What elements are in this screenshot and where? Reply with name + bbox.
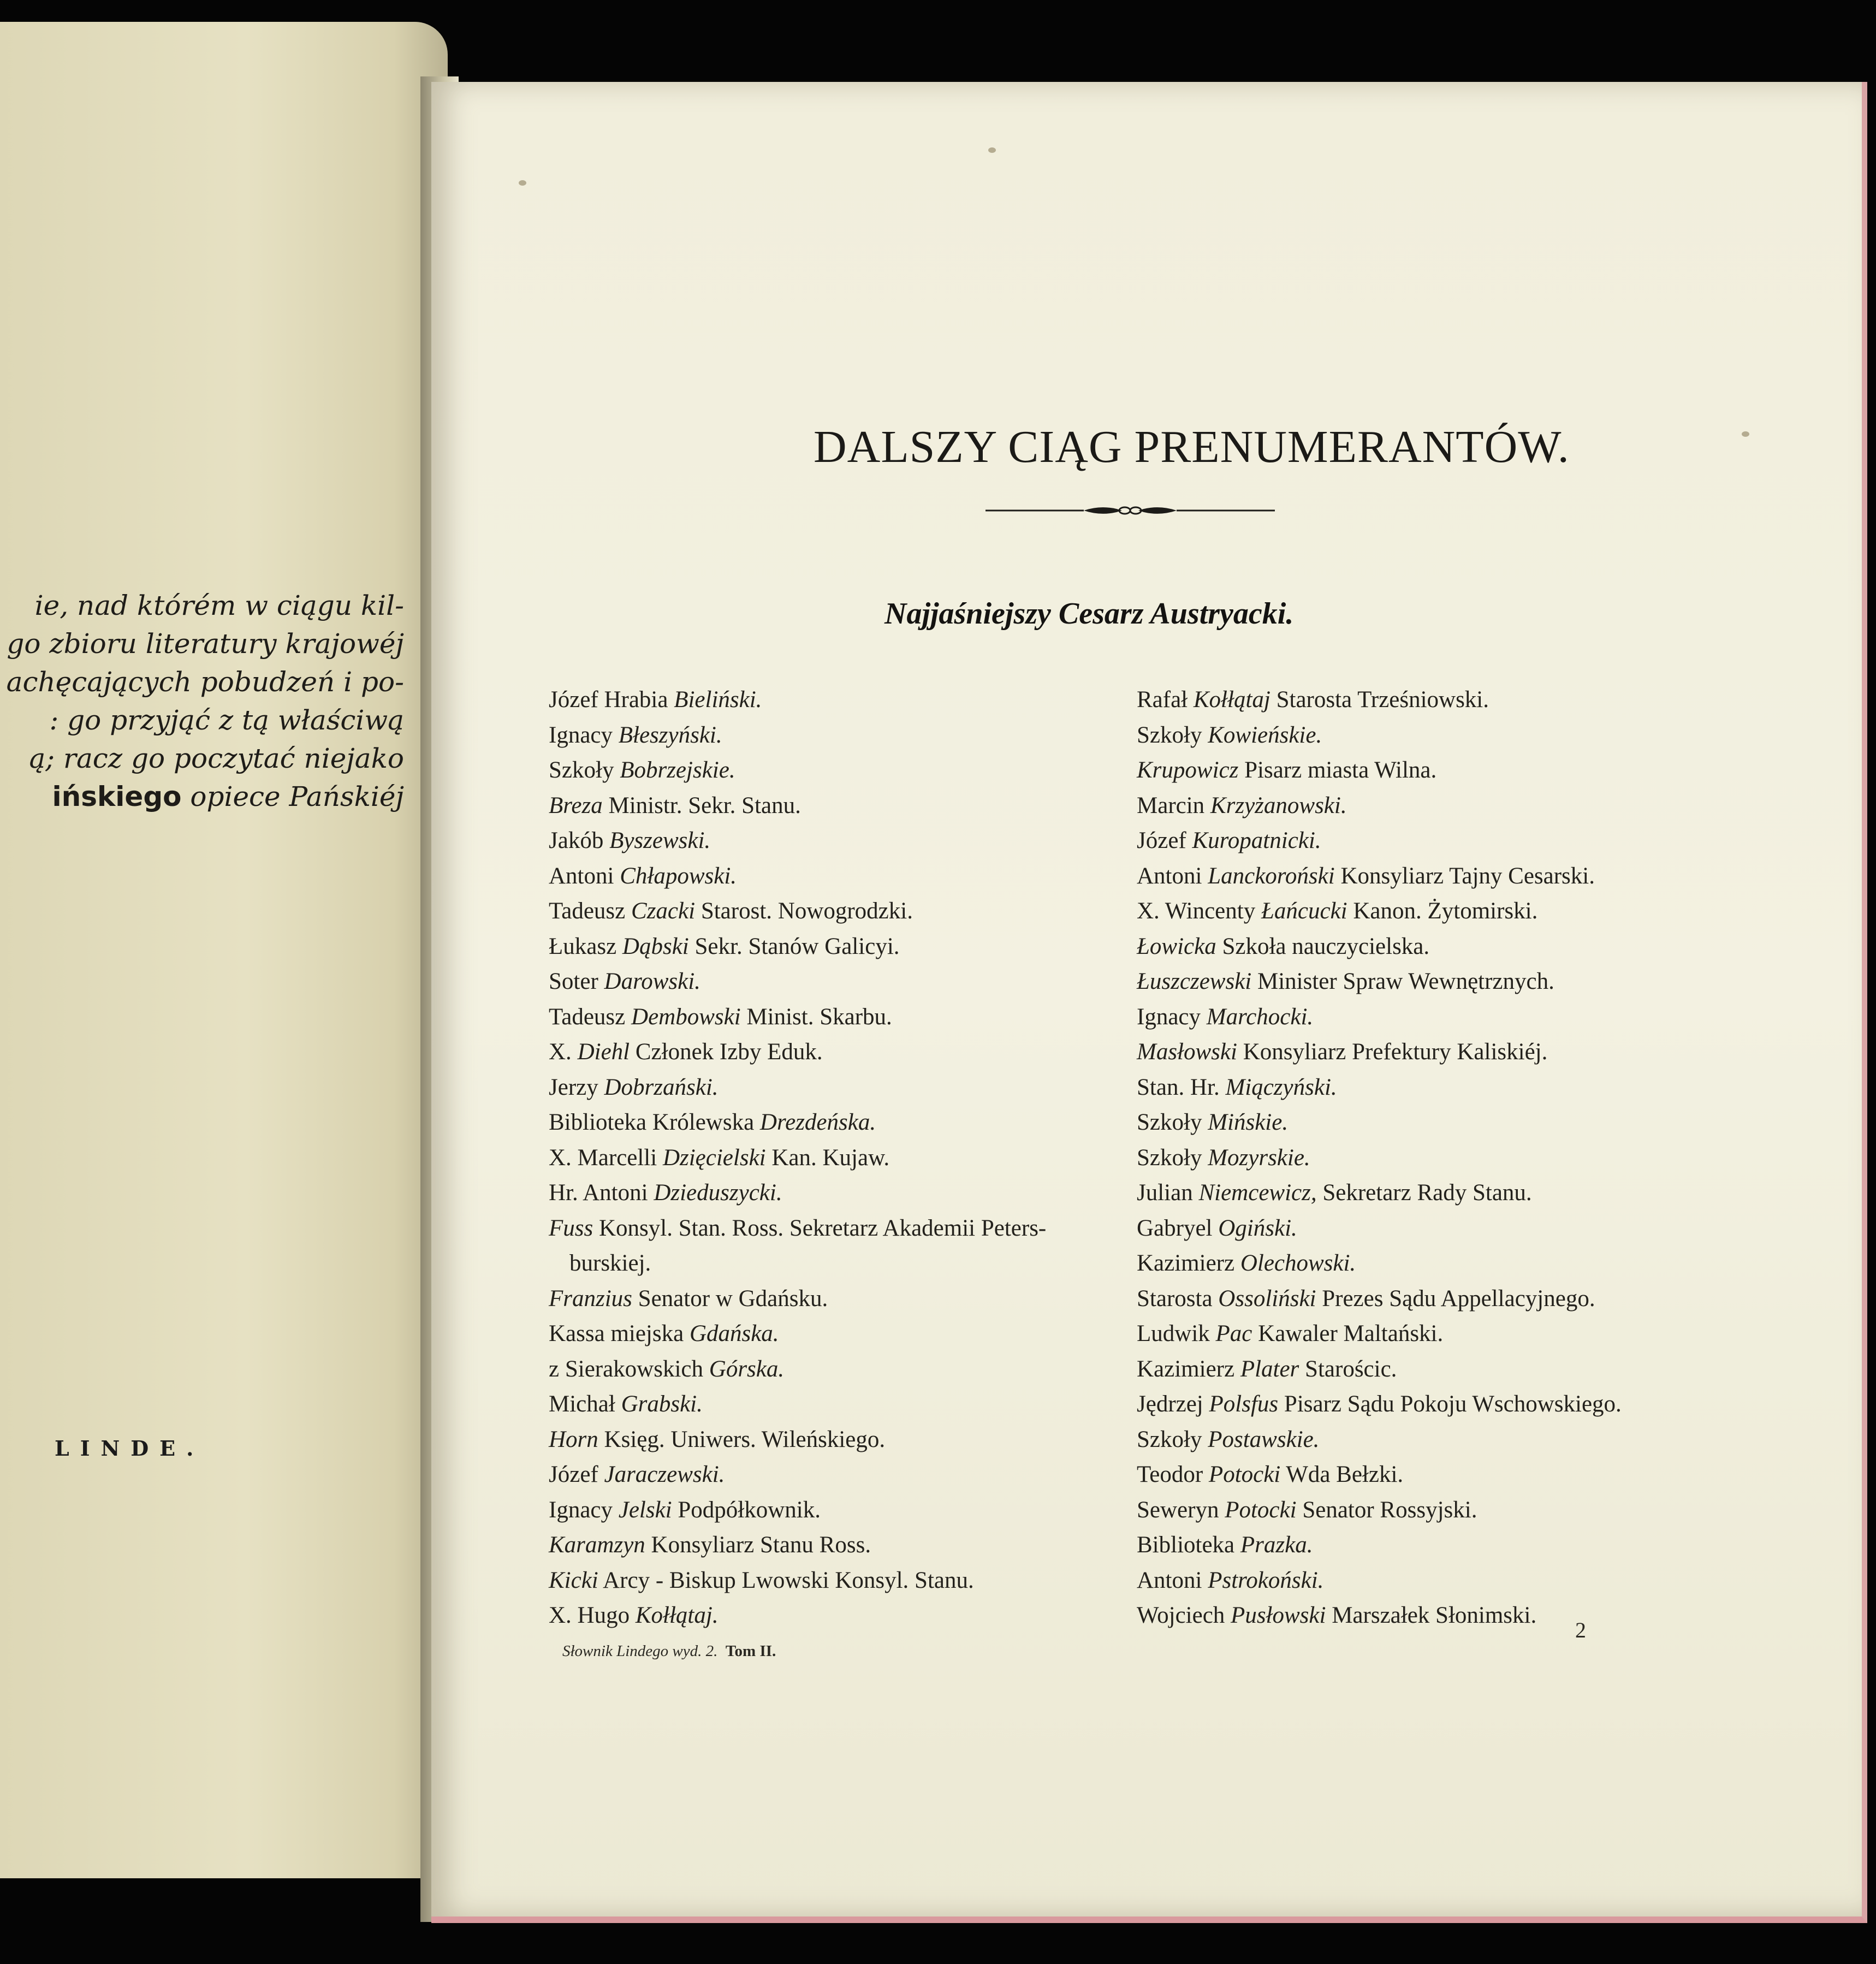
subscriber-entry	[1137, 1246, 1715, 1281]
subscriber-name: Postawskie.	[1208, 1426, 1320, 1452]
subscriber-name: Dobrzański.	[604, 1074, 719, 1100]
subscriber-name: Krzyżanowski.	[1210, 792, 1347, 818]
entry-prefix: X. Marcelli	[549, 1144, 663, 1171]
entry-prefix: Ludwik	[1137, 1321, 1216, 1346]
entry-suffix: Wda Bełzki.	[1280, 1462, 1404, 1487]
subscriber-name: Byszewski.	[609, 828, 711, 853]
subscriber-name: Bieliński.	[674, 687, 762, 713]
entry-prefix: Jerzy	[549, 1074, 604, 1100]
subscriber-entry	[1137, 788, 1715, 824]
subscriber-name: Kołłątaj	[1193, 687, 1271, 713]
entry-prefix: z Sierakowskich	[549, 1356, 709, 1382]
subscriber-name: Górska.	[709, 1356, 785, 1382]
left-text-line: achęcających pobudzeń i po-	[6, 666, 404, 698]
entry-prefix: Kassa miejska	[549, 1321, 690, 1346]
entry-continuation: burskiej.	[569, 1250, 651, 1276]
subscriber-entry	[549, 1598, 1138, 1634]
subscriber-entry	[1137, 1528, 1715, 1563]
left-text-line: go zbioru literatury krajowéj	[7, 628, 404, 660]
entry-prefix: Szkoły	[1137, 722, 1208, 748]
subscriber-entry	[1137, 753, 1715, 788]
subscriber-name: Kołłątaj.	[635, 1603, 719, 1628]
subscriber-entry	[549, 1070, 1138, 1106]
subscriber-entry	[1137, 894, 1715, 929]
subscriber-entry	[1137, 1035, 1715, 1070]
entry-prefix: Szkoły	[1137, 1426, 1208, 1452]
subscriber-name: Czacki	[631, 898, 696, 924]
subscriber-name: Mozyrskie.	[1208, 1144, 1310, 1171]
entry-suffix: Konsyliarz Tajny Cesarski.	[1334, 863, 1595, 889]
subscriber-entry	[549, 1000, 1138, 1035]
entry-prefix: Józef	[1137, 828, 1192, 853]
subscriber-name: Gdańska.	[689, 1321, 779, 1346]
subscriber-name: Drezdeńska.	[759, 1109, 876, 1135]
subscriber-entry	[549, 718, 1138, 753]
entry-prefix: X.	[549, 1039, 578, 1065]
left-text-line-last	[52, 781, 404, 812]
entry-suffix: Szkoła nauczycielska.	[1216, 933, 1430, 959]
subscriber-entry	[549, 1316, 1138, 1352]
entry-prefix: Teodor	[1137, 1462, 1209, 1487]
subscriber-entry	[1137, 1493, 1715, 1528]
entry-prefix: Starosta	[1137, 1285, 1219, 1312]
subscriber-entry	[1137, 964, 1715, 1000]
subscribers-right-column	[1137, 683, 1715, 1634]
subscriber-name: Potocki	[1208, 1462, 1281, 1487]
subscriber-entry	[1137, 1457, 1715, 1493]
entry-suffix: Konsyliarz Stanu Ross.	[645, 1532, 871, 1558]
entry-prefix: Antoni	[1137, 1567, 1208, 1593]
subscriber-name: Jaraczewski.	[604, 1462, 725, 1487]
subscriber-entry	[1137, 823, 1715, 859]
subscriber-name: Grabski.	[621, 1391, 703, 1417]
entry-prefix: Józef Hrabia	[549, 687, 674, 713]
subscriber-entry	[549, 1035, 1138, 1070]
subscriber-entry	[1137, 718, 1715, 753]
entry-suffix: Podpółkownik.	[672, 1497, 821, 1523]
entry-prefix: Michał	[549, 1391, 621, 1417]
subscriber-name: Łowicka	[1137, 933, 1216, 959]
subscriber-entry	[549, 894, 1138, 929]
subscriber-name: Darowski.	[604, 969, 700, 994]
subscriber-entry	[1137, 1422, 1715, 1458]
entry-prefix: Józef	[549, 1462, 604, 1487]
entry-prefix: Szkoły	[1137, 1144, 1208, 1171]
entry-prefix: Biblioteka	[1137, 1532, 1240, 1558]
entry-prefix: Ignacy	[1137, 1004, 1207, 1030]
subscriber-name: Błeszyński.	[618, 722, 722, 748]
subscriber-entry	[549, 1211, 1138, 1281]
subscriber-name: Horn	[549, 1426, 598, 1452]
subscriber-name: Olechowski.	[1240, 1250, 1356, 1276]
subscriber-entry	[1137, 683, 1715, 718]
subscriber-name: Krupowicz	[1137, 757, 1239, 783]
entry-prefix: Kazimierz	[1137, 1356, 1240, 1382]
entry-prefix: Szkoły	[1137, 1109, 1208, 1135]
subscriber-name: Łuszczewski	[1137, 969, 1252, 994]
subscriber-entry	[549, 859, 1138, 894]
entry-prefix: Gabryel	[1137, 1215, 1219, 1241]
entry-prefix: Soter	[549, 969, 604, 994]
subscriber-name: Diehl	[577, 1039, 630, 1065]
subscribers-left-column	[549, 683, 1138, 1634]
subscriber-entry	[1137, 1105, 1715, 1141]
entry-suffix: Kawaler Maltański.	[1252, 1321, 1444, 1346]
subscriber-name: Miączyński.	[1225, 1074, 1337, 1100]
entry-suffix: Marszałek Słonimski.	[1326, 1603, 1537, 1628]
entry-suffix: Starościc.	[1299, 1356, 1397, 1382]
subscriber-entry	[1137, 859, 1715, 894]
subscriber-entry	[549, 1563, 1138, 1599]
footer-volume: Tom II.	[725, 1642, 776, 1660]
subscriber-entry	[549, 1281, 1138, 1317]
subscriber-name: Breza	[549, 792, 603, 818]
entry-prefix: Stan. Hr.	[1137, 1074, 1226, 1100]
entry-suffix: Ministr. Sekr. Stanu.	[602, 792, 801, 818]
subscriber-name: Potocki	[1225, 1497, 1297, 1523]
subscriber-entry	[549, 1387, 1138, 1422]
entry-suffix: Minister Spraw Wewnętrznych.	[1251, 969, 1554, 994]
ornament-rule	[986, 500, 1275, 521]
subscriber-name: Pac	[1215, 1321, 1252, 1346]
subscriber-entry	[1137, 1070, 1715, 1106]
subscriber-entry	[549, 788, 1138, 824]
subscriber-name: Masłowski	[1137, 1039, 1237, 1065]
author-signature: LINDE.	[55, 1436, 205, 1461]
entry-suffix: Starost. Nowogrodzki.	[695, 898, 913, 924]
subscriber-name: Polsfus	[1209, 1391, 1279, 1417]
subscriber-name: Ossoliński	[1218, 1285, 1316, 1312]
subscriber-entry	[549, 823, 1138, 859]
subscriber-name: Chłapowski.	[620, 863, 737, 889]
entry-prefix: Szkoły	[549, 757, 620, 783]
left-text-line: : go przyjąć z tą właściwą	[49, 704, 404, 736]
paper-speck	[988, 147, 996, 153]
subscriber-name: Dzieduszycki.	[654, 1180, 782, 1206]
subscriber-entry	[549, 964, 1138, 1000]
subscriber-entry	[549, 1528, 1138, 1563]
entry-suffix: Pisarz Sądu Pokoju Wschowskiego.	[1278, 1391, 1622, 1417]
subscriber-entry	[549, 929, 1138, 965]
signature-mark: 2	[1575, 1618, 1586, 1642]
subscriber-entry	[1137, 1211, 1715, 1247]
subscriber-entry	[549, 683, 1138, 718]
subscriber-name: Prazka.	[1240, 1532, 1313, 1558]
subscriber-entry	[1137, 1281, 1715, 1317]
subscriber-entry	[1137, 1387, 1715, 1422]
subscriber-entry	[549, 1105, 1138, 1141]
subscriber-entry	[549, 1176, 1138, 1211]
subscriber-name: Kowieńskie.	[1208, 722, 1322, 748]
paper-speck	[519, 180, 526, 186]
subscriber-entry	[1137, 1000, 1715, 1035]
entry-prefix: Antoni	[1137, 863, 1208, 889]
entry-prefix: Wojciech	[1137, 1603, 1231, 1628]
subscriber-name: Lanckoroński	[1208, 863, 1335, 889]
page-title: DALSZY CIĄG PRENUMERANTÓW.	[814, 422, 1570, 472]
subscriber-entry	[1137, 1352, 1715, 1387]
section-heading: Najjaśniejszy Cesarz Austryacki.	[884, 597, 1294, 631]
left-bold-name: ińskiego	[52, 781, 182, 812]
subscriber-name: Plater	[1240, 1356, 1299, 1382]
entry-suffix: Starosta Trześniowski.	[1270, 687, 1489, 713]
subscriber-name: Ogiński.	[1218, 1215, 1297, 1241]
subscriber-name: Franzius	[549, 1285, 632, 1312]
entry-suffix: Konsyl. Stan. Ross. Sekretarz Akademii Peters-	[593, 1215, 1047, 1241]
entry-prefix: Ignacy	[549, 1497, 619, 1523]
left-line-rest: opiece Pańskiéj	[181, 781, 404, 812]
page-footer	[562, 1642, 776, 1660]
subscriber-entry	[549, 1141, 1138, 1176]
entry-prefix: Hr. Antoni	[549, 1180, 654, 1206]
entry-prefix: Biblioteka Królewska	[549, 1109, 760, 1135]
entry-prefix: Łukasz	[549, 933, 622, 959]
subscriber-name: Dembowski	[631, 1004, 741, 1030]
entry-prefix: Rafał	[1137, 687, 1194, 713]
entry-suffix: Pisarz miasta Wilna.	[1238, 757, 1437, 783]
subscriber-name: Jelski	[618, 1497, 672, 1523]
subscriber-name: Kicki	[549, 1567, 598, 1593]
entry-prefix: Ignacy	[549, 722, 619, 748]
subscriber-name: Mińskie.	[1208, 1109, 1289, 1135]
entry-prefix: Kazimierz	[1137, 1250, 1240, 1276]
entry-suffix: Kanon. Żytomirski.	[1347, 898, 1538, 924]
subscriber-entry	[1137, 1598, 1715, 1634]
entry-suffix: Sekretarz Rady Stanu.	[1316, 1180, 1532, 1206]
subscriber-entry	[549, 1352, 1138, 1387]
subscriber-entry	[549, 1422, 1138, 1458]
entry-suffix: Członek Izby Eduk.	[630, 1039, 823, 1065]
subscriber-entry	[549, 1493, 1138, 1528]
entry-prefix: Julian	[1137, 1180, 1199, 1206]
paper-speck	[1742, 431, 1749, 437]
entry-suffix: Kan. Kujaw.	[765, 1144, 890, 1171]
left-page	[0, 22, 448, 1878]
entry-prefix: Antoni	[549, 863, 620, 889]
footer-title: Słownik Lindego wyd. 2.	[562, 1642, 718, 1660]
subscriber-name: Dzięcielski	[662, 1144, 766, 1171]
entry-suffix: Minist. Skarbu.	[740, 1004, 892, 1030]
entry-suffix: Sekr. Stanów Galicyi.	[688, 933, 900, 959]
entry-suffix: Arcy - Biskup Lwowski Konsyl. Stanu.	[598, 1567, 974, 1593]
subscriber-entry	[1137, 1176, 1715, 1211]
subscriber-name: Karamzyn	[549, 1532, 645, 1558]
entry-suffix: Prezes Sądu Appellacyjnego.	[1316, 1285, 1595, 1312]
entry-prefix: Jakób	[549, 828, 610, 853]
subscriber-entry	[549, 753, 1138, 788]
entry-prefix: Tadeusz	[549, 1004, 632, 1030]
subscriber-name: Pusłowski	[1231, 1603, 1326, 1628]
subscriber-entry	[1137, 1563, 1715, 1599]
subscriber-entry	[1137, 929, 1715, 965]
entry-suffix: Konsyliarz Prefektury Kaliskiéj.	[1237, 1039, 1548, 1065]
subscriber-name: Łańcucki	[1261, 898, 1347, 924]
entry-prefix: Jędrzej	[1137, 1391, 1209, 1417]
entry-prefix: Seweryn	[1137, 1497, 1225, 1523]
entry-prefix: Tadeusz	[549, 898, 632, 924]
entry-prefix: X. Hugo	[549, 1603, 636, 1628]
subscriber-entry	[549, 1457, 1138, 1493]
subscriber-name: Fuss	[549, 1215, 593, 1241]
entry-prefix: X. Wincenty	[1137, 898, 1261, 924]
entry-suffix: Senator w Gdańsku.	[632, 1285, 828, 1312]
subscriber-entry	[1137, 1316, 1715, 1352]
entry-prefix: Marcin	[1137, 792, 1210, 818]
subscriber-name: Bobrzejskie.	[620, 757, 735, 783]
entry-suffix: Senator Rossyjski.	[1296, 1497, 1477, 1523]
subscriber-name: Pstrokoński.	[1208, 1567, 1324, 1593]
left-text-line: ą; racz go poczytać niejako	[29, 743, 404, 774]
subscriber-entry	[1137, 1141, 1715, 1176]
subscriber-name: Niemcewicz,	[1198, 1180, 1317, 1206]
left-text-line: ie, nad którém w ciągu kil-	[34, 590, 404, 621]
subscriber-name: Kuropatnicki.	[1192, 828, 1321, 853]
entry-suffix: Księg. Uniwers. Wileńskiego.	[598, 1426, 886, 1452]
subscriber-name: Marchocki.	[1206, 1004, 1314, 1030]
subscriber-name: Dąbski	[622, 933, 689, 959]
